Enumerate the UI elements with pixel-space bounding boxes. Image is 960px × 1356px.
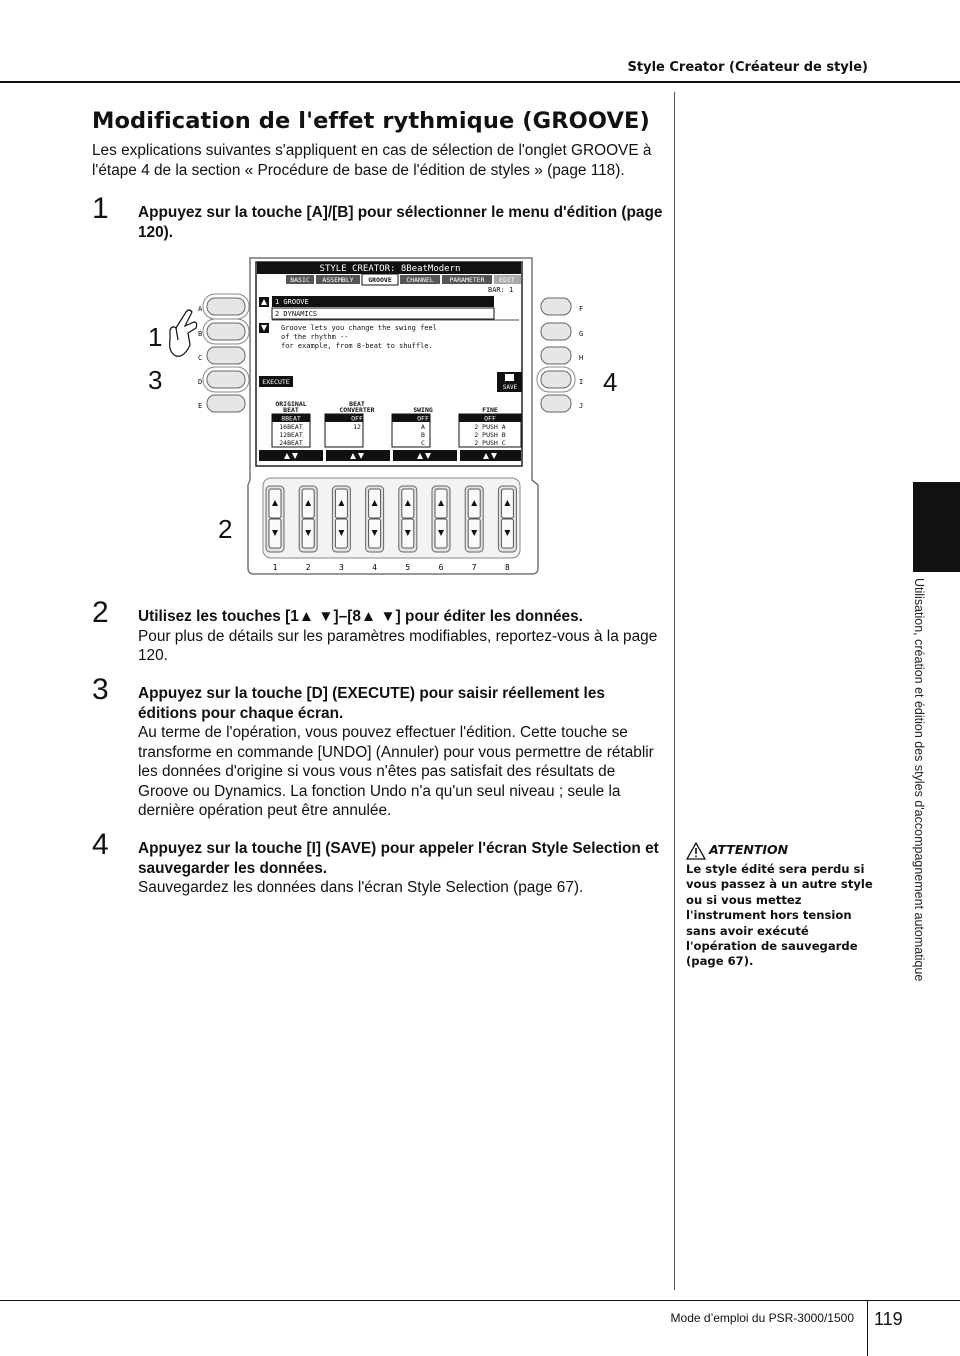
step-2-number: 2	[92, 596, 109, 629]
footer-divider	[867, 1300, 868, 1356]
desc-line-3: for example, from 8-beat to shuffle.	[281, 342, 433, 350]
callout-4: 4	[603, 367, 618, 397]
tab-bar	[286, 274, 521, 285]
save-label: SAVE	[502, 384, 518, 391]
col4-val-3: 2 PUSH C	[474, 439, 506, 447]
col-head-original: ORIGINAL BEAT	[275, 400, 307, 414]
button-label-c: C	[198, 354, 203, 362]
slider-number-4: 4	[372, 563, 378, 572]
step-3-number: 3	[92, 673, 109, 706]
callout-2: 2	[218, 514, 233, 544]
running-header: Style Creator (Créateur de style)	[627, 60, 868, 75]
slider-number-1: 1	[272, 563, 278, 572]
button-label-h: H	[579, 354, 584, 362]
slider-number-6: 6	[438, 563, 444, 572]
step-3-text	[138, 684, 663, 821]
step-4-number: 4	[92, 828, 109, 861]
col3-val-2: B	[421, 431, 425, 439]
button-label-a: A	[198, 305, 203, 313]
slider-number-2: 2	[305, 563, 311, 572]
tab-channel: CHANNEL	[406, 276, 434, 284]
chapter-tab	[913, 482, 960, 572]
attention-title: ATTENTION	[709, 842, 789, 857]
button-label-j: J	[579, 402, 584, 410]
column-divider	[674, 92, 675, 1290]
screen-title: STYLE CREATOR: 8BeatModern	[319, 264, 461, 274]
slider-number-5: 5	[405, 563, 411, 572]
panel-diagram	[140, 255, 620, 580]
col-head-fine: FINE	[482, 406, 498, 414]
attention-body: Le style édité sera perdu si vous passez à un autre style ou si vous mettez l'instrument hors tension sans avoir exécuté l'opération de sauvegarde (page 67).	[686, 862, 873, 969]
col4-val-2: 2 PUSH B	[474, 431, 506, 439]
section-title: Modification de l'effet rythmique (GROOVE)	[92, 108, 650, 134]
col3-val-1: A	[421, 423, 425, 431]
header-rule	[0, 81, 960, 83]
footer-rule	[0, 1300, 960, 1301]
menu-item-groove: 1 GROOVE	[275, 298, 309, 306]
step-1-number: 1	[92, 192, 109, 225]
step-2-text	[138, 607, 663, 666]
button-label-g: G	[579, 330, 584, 338]
button-label-e: E	[198, 402, 203, 410]
floppy-icon	[505, 374, 514, 381]
slider-number-8: 8	[504, 563, 510, 572]
step-2-body: Pour plus de détails sur les paramètres modifiables, reportez-vous à la page 120.	[138, 627, 658, 664]
button-label-d: D	[198, 378, 203, 386]
col4-val-1: 2 PUSH A	[474, 423, 506, 431]
menu-item-dynamics: 2 DYNAMICS	[275, 310, 318, 318]
step-4-heading: Appuyez sur la touche [I] (SAVE) pour appeler l'écran Style Selection et sauvegarder les données.	[138, 840, 659, 877]
chapter-tab-label: Utilisation, création et édition des styles d'accompagnement automatique	[912, 578, 926, 982]
col3-val-3: C	[421, 439, 425, 447]
step-3-heading: Appuyez sur la touche [D] (EXECUTE) pour saisir réellement les éditions pour chaque écran.	[138, 685, 605, 722]
callout-3: 3	[148, 365, 163, 395]
step-1-heading: Appuyez sur la touche [A]/[B] pour sélectionner le menu d'édition (page 120).	[138, 204, 663, 241]
button-label-f: F	[579, 305, 584, 313]
col3-val-0: OFF	[417, 414, 429, 423]
tab-edit: EDIT	[499, 276, 515, 284]
col1-val-2: 12BEAT	[279, 431, 303, 439]
left-buttons	[198, 294, 249, 412]
step-4-text	[138, 839, 663, 898]
tab-groove: GROOVE	[368, 276, 392, 284]
slider-number-3: 3	[338, 563, 344, 572]
page-number: 119	[874, 1309, 903, 1329]
step-2-heading: Utilisez les touches [1▲ ▼]–[8▲ ▼] pour éditer les données.	[138, 608, 583, 625]
col2-val-0: OFF	[351, 414, 363, 423]
col-head-swing: SWING	[413, 406, 433, 414]
col1-val-3: 24BEAT	[279, 439, 303, 447]
intro-paragraph: Les explications suivantes s'appliquent en cas de sélection de l'onglet GROOVE à l'étape 4 de la section « Procédure de base de l'édition de styles » (page 118).	[92, 142, 652, 179]
step-3-body: Au terme de l'opération, vous pouvez effectuer l'édition. Cette touche se transforme en commande [UNDO] (Annuler) pour vous permettre de rétablir les données d'origine si vous vous n'êtes pas satisfait des résultats de Groove ou Dynamics. La fonction Undo n'a qu'un seul niveau ; seule la dernière opération peut être annulée.	[138, 724, 654, 819]
tab-basic: BASIC	[290, 276, 310, 284]
bar-readout: BAR: 1	[488, 286, 514, 294]
col1-val-1: 16BEAT	[279, 423, 303, 431]
col2-val-1: 12	[353, 423, 361, 431]
button-label-i: I	[579, 378, 584, 386]
warning-icon	[686, 842, 706, 860]
callout-1: 1	[148, 322, 163, 352]
slider-number-7: 7	[471, 563, 477, 572]
execute-label: EXECUTE	[262, 378, 290, 386]
pointing-hand-icon	[170, 310, 197, 356]
slider-block	[263, 478, 520, 572]
col4-val-0: OFF	[484, 414, 496, 423]
footer-manual-title: Mode d’emploi du PSR-3000/1500	[670, 1311, 854, 1325]
step-4-body: Sauvegardez les données dans l'écran Style Selection (page 67).	[138, 879, 584, 896]
desc-line-2: of the rhythm --	[281, 333, 349, 341]
desc-line-1: Groove lets you change the swing feel	[281, 324, 437, 332]
tab-parameter: PARAMETER	[449, 276, 485, 284]
col-head-converter: BEAT CONVERTER	[339, 400, 375, 414]
col1-val-0: 8BEAT	[281, 414, 301, 423]
tab-assembly: ASSEMBLY	[322, 276, 354, 284]
right-buttons	[537, 298, 583, 412]
button-label-b: B	[198, 330, 203, 338]
